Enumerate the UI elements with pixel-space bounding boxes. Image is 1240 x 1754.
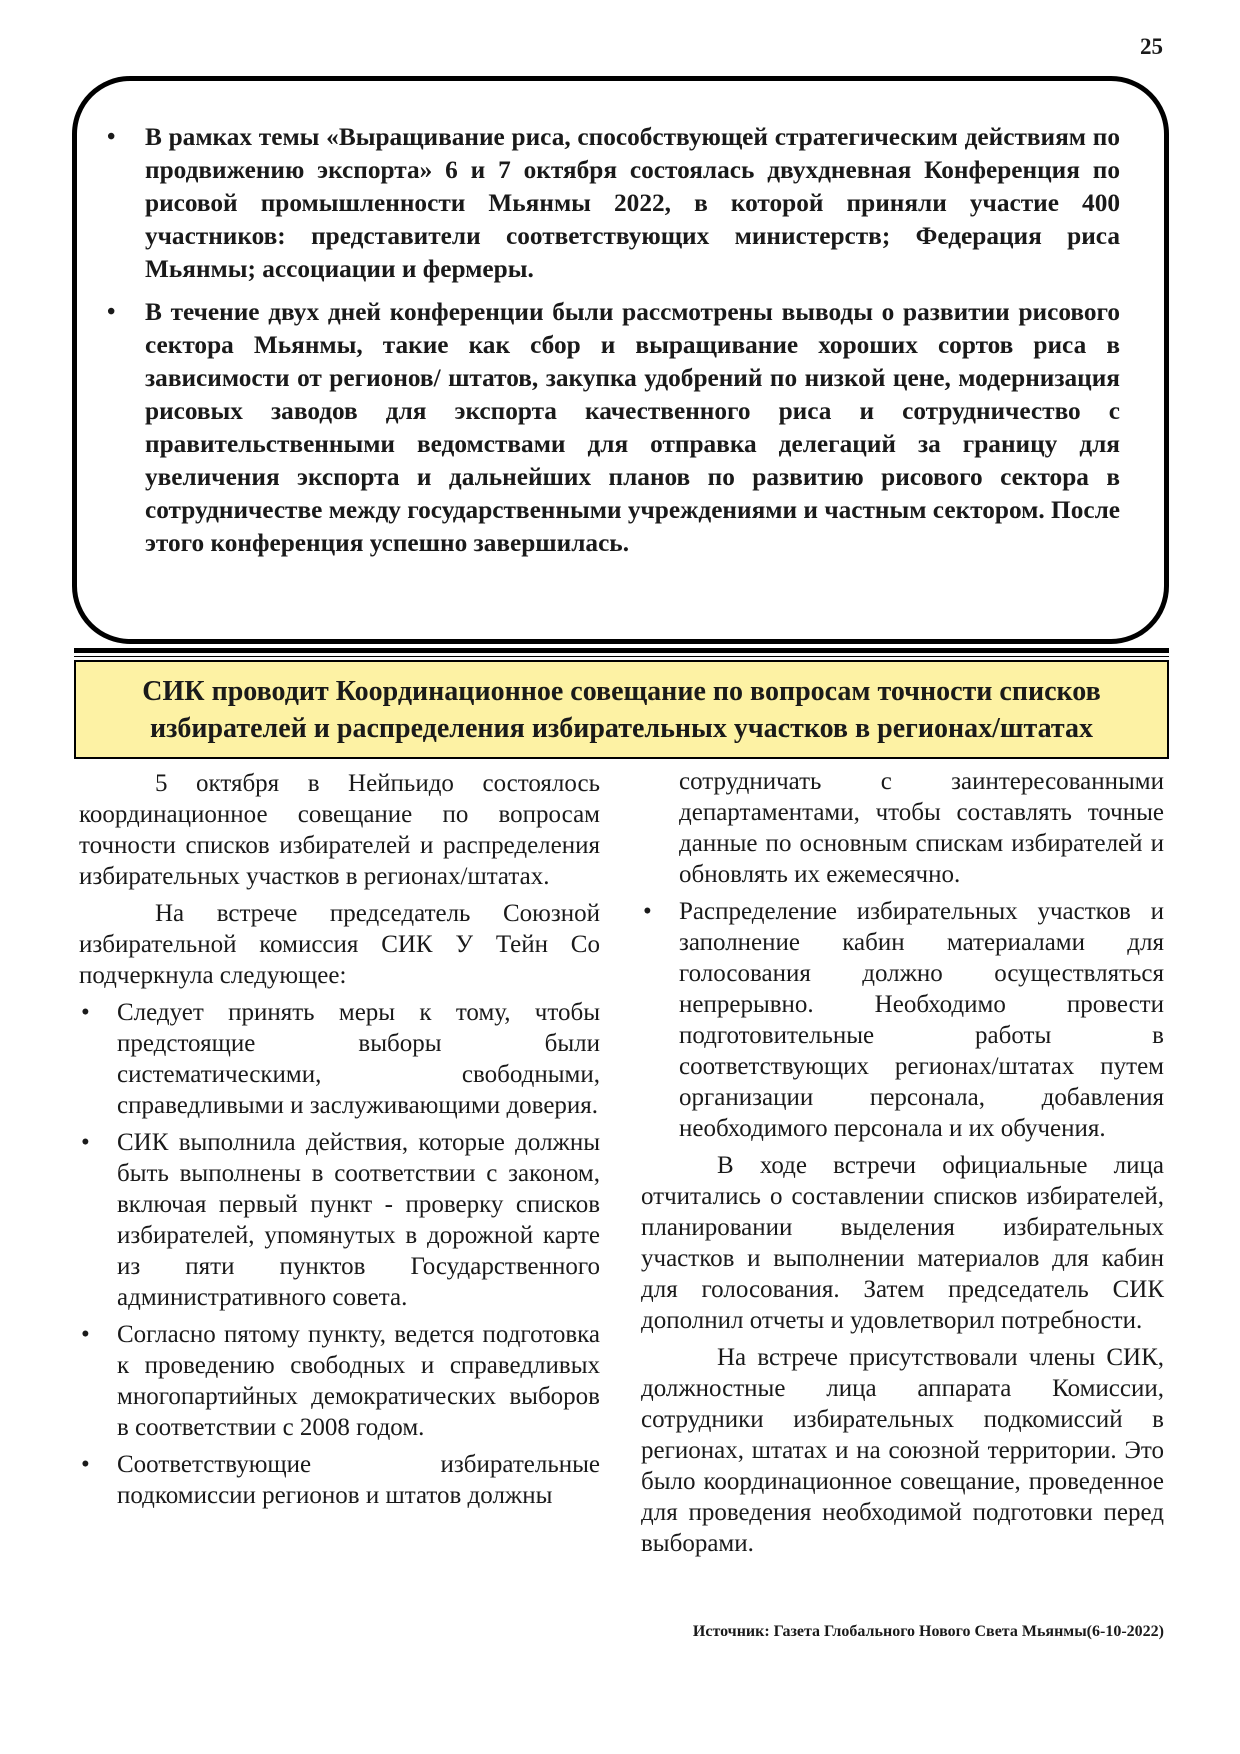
divider-thick [74, 648, 1169, 653]
points-list [79, 997, 600, 1511]
summary-bullet: • В течение двух дней конференции были рассмотрены выводы о развитии рисового сектора Мьянмы, такие как сбор и выращивание хороших сортов риса в зависимости от регионов/ штатов, закупка удобрений по низкой цене, модернизация рисовых заводов для экспорта качественного риса и сотрудничество с правительственными ведомствами для отправка делегаций за границу для увеличения экспорта и дальнейших планов по развитию рисового сектора в сотрудничестве между государственными учреждениями и частным сектором. После этого конференция успешно завершилась. [103, 296, 1120, 560]
divider-thin [74, 656, 1169, 657]
page-number: 25 [1140, 34, 1163, 59]
summary-box [72, 76, 1169, 644]
article-headline: СИК проводит Координационное совещание по вопросам точности списков избирателей и распределения избирательных участков в регионах/штатах [74, 660, 1169, 759]
article-paragraph: На встрече присутствовали члены СИК, должностные лица аппарата Комиссии, сотрудники избирательных подкомиссий в регионах, штатах и на союзной территории. Это было координационное совещание, проведенное для проведения необходимой подготовки перед выборами. [641, 1344, 1164, 1557]
right-column [641, 766, 1164, 1565]
list-item: • Распределение избирательных участков и заполнение кабин материалами для голосования должно осуществляться непрерывно. Необходимо провести подготовительные работы в соответствующих регионах/штатах путем организации персонала, добавления необходимого персонала и их обучения. [641, 896, 1164, 1144]
list-item-continuation: сотрудничать с заинтересованными департаментами, чтобы составлять точные данные по основным спискам избирателей и обновлять их ежемесячно. [679, 768, 1164, 888]
list-item: • Соответствующие избирательные подкомиссии регионов и штатов должны [79, 1449, 600, 1511]
points-list-continued [641, 766, 1164, 1144]
source-citation: Источник: Газета Глобального Нового Света Мьянмы(6-10-2022) [692, 1623, 1164, 1640]
article-paragraph: На встрече председатель Союзной избирательной комиссия СИК У Тейн Со подчеркнула следующее: [79, 900, 600, 989]
article-paragraph: В ходе встречи официальные лица отчитались о составлении списков избирателей, планировании выделения избирательных участков и выполнении материалов для кабин для голосования. Затем председатель СИК дополнил отчеты и удовлетворил потребности. [641, 1152, 1164, 1334]
list-item: • Следует принять меры к тому, чтобы предстоящие выборы были систематическими, свободными, справедливыми и заслуживающими доверия. [79, 997, 600, 1121]
left-column [79, 768, 600, 1517]
article-paragraph: 5 октября в Нейпьидо состоялось координационное совещание по вопросам точности списков избирателей и распределения избирательных участков в регионах/штатах. [79, 770, 600, 890]
list-item: • СИК выполнила действия, которые должны быть выполнены в соответствии с законом, включая первый пункт - проверку списков избирателей, упомянутых в дорожной карте из пяти пунктов Государственного административного совета. [79, 1127, 600, 1313]
summary-list [103, 121, 1120, 560]
list-item: • Согласно пятому пункту, ведется подготовка к проведению свободных и справедливых многопартийных демократических выборов в соответствии с 2008 годом. [79, 1319, 600, 1443]
summary-bullet: • В рамках темы «Выращивание риса, способствующей стратегическим действиям по продвижению экспорта» 6 и 7 октября состоялась двухдневная Конференция по рисовой промышленности Мьянмы 2022, в которой приняли участие 400 участников: представители соответствующих министерств; Федерация риса Мьянмы; ассоциации и фермеры. [103, 121, 1120, 286]
